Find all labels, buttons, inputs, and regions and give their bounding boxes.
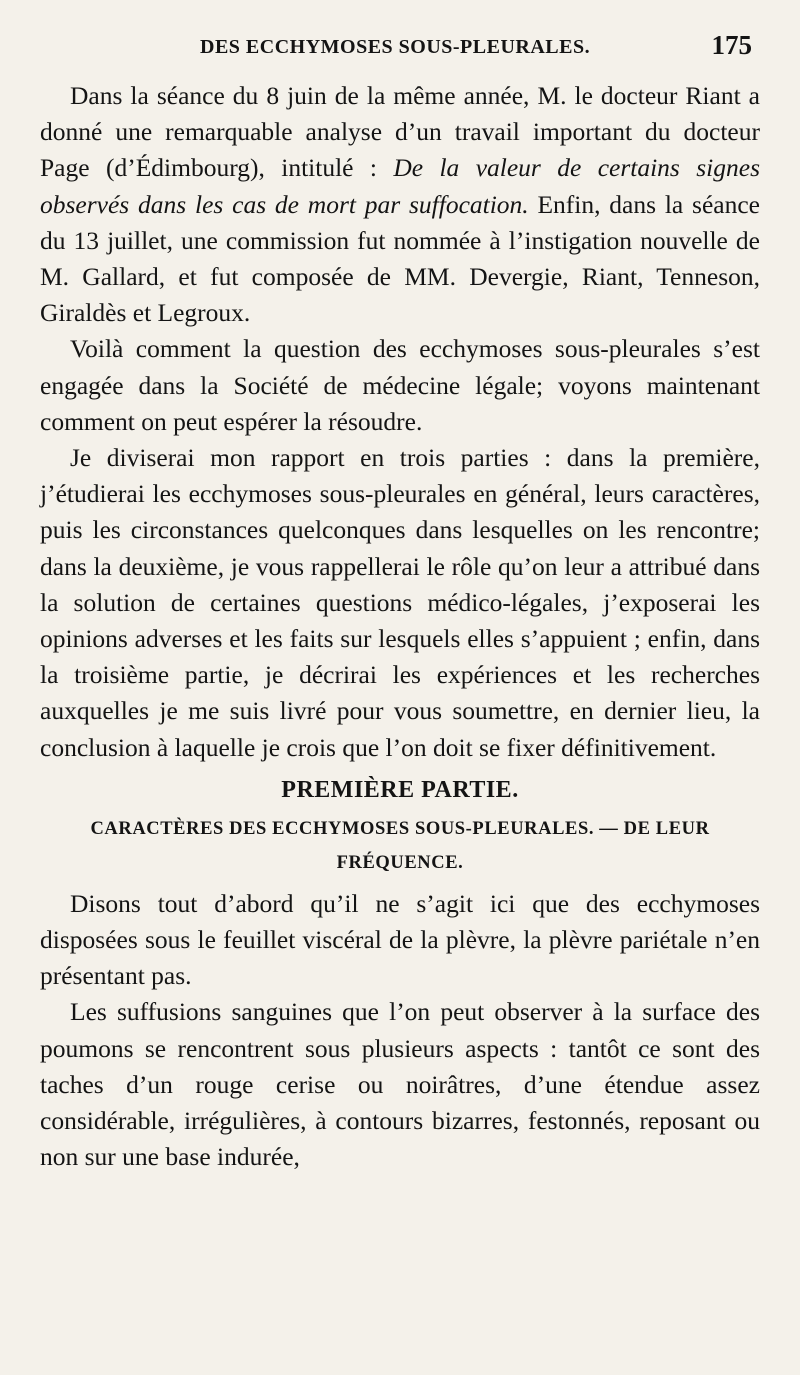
section-heading	[40, 812, 760, 880]
paragraph-3: Je diviserai mon rapport en trois parties : dans la première, j’étudierai les ecchymoses sous-pleurales en général, leurs caractères, puis les circonstances quelconques dans lesquelles on les rencontre; dans la deuxième, je vous rappellerai le rôle qu’on leur a attribué dans la solution de certaines questions médico-légales, j’exposerai les opinions adverses et les faits sur lesquels elles s’appuient ; enfin, dans la troisième partie, je décrirai les expériences et les recherches auxquelles je me suis livré pour vous soumettre, en dernier lieu, la conclusion à laquelle je crois que l’on doit se fixer définitivement.	[40, 443, 760, 762]
running-title: DES ECCHYMOSES SOUS-PLEURALES.	[200, 36, 591, 58]
section-heading-line-2: FRÉQUENCE.	[336, 852, 464, 873]
page-number: 175	[711, 30, 752, 60]
paragraph-1-text-after: Enfin, dans la séance du 13 juillet, une commission fut nommée à l’instigation nouvelle de M. Gallard, et fut composée de MM. Devergie, Riant, Tenneson, Giraldès et Legroux.	[40, 189, 760, 328]
section-heading-line-1: CARACTÈRES DES ECCHYMOSES SOUS-PLEURALES. — DE LEUR	[90, 818, 710, 839]
work-title-italic: De la valeur de certains signes observés dans les cas de mort par suffocation.	[40, 153, 760, 219]
part-heading: PREMIÈRE PARTIE.	[281, 776, 519, 803]
paragraph-2: Voilà comment la question des ecchymoses sous-pleurales s’est engagée dans la Société de médecine légale; voyons maintenant comment on peut espérer la résoudre.	[40, 334, 760, 436]
paragraph-4: Disons tout d’abord qu’il ne s’agit ici que des ecchymoses disposées sous le feuillet viscéral de la plèvre, la plèvre pariétale n’en présentant pas.	[40, 888, 760, 991]
body-text	[40, 78, 760, 1175]
paragraph-1-text-before: Dans la séance du 8 juin de la même année, M. le docteur Riant a donné une remarquable analyse d’un travail important du docteur Page (d’Édimbourg), intitulé :	[40, 81, 760, 183]
paragraph-1	[40, 78, 760, 331]
running-head	[40, 28, 760, 68]
paragraph-5: Les suffusions sanguines que l’on peut observer à la surface des poumons se rencontrent sous plusieurs aspects : tantôt ce sont des taches d’un rouge cerise ou noirâtres, d’une étendue assez considérable, irrégulières, à contours bizarres, festonnés, reposant ou non sur une base indurée,	[40, 997, 760, 1172]
